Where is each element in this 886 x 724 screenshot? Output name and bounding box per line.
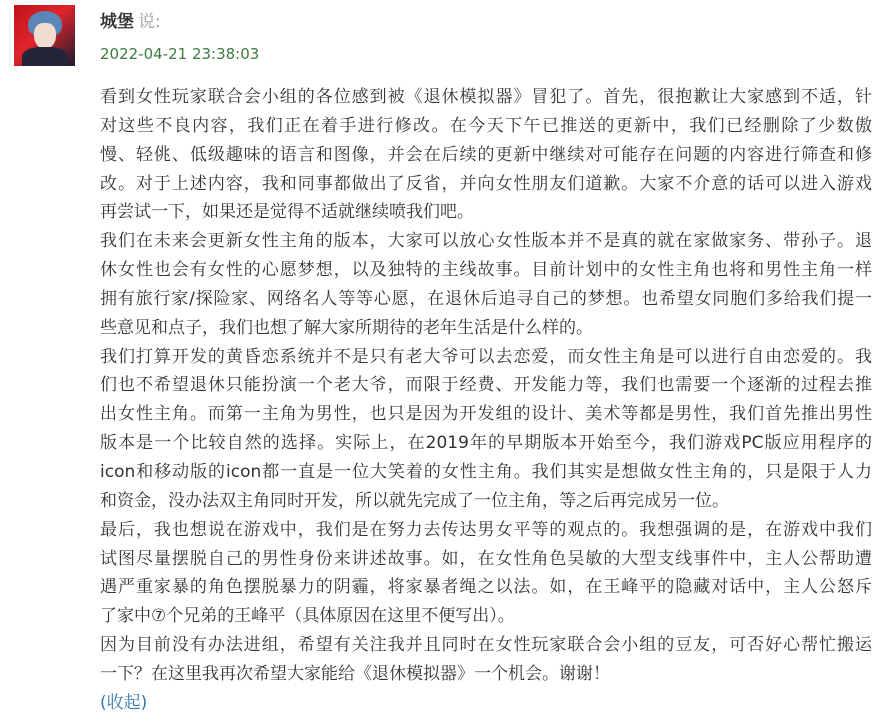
paragraph-line: 些意见和点子，我们也想了解大家所期待的老年生活是什么样的。	[100, 317, 593, 338]
avatar-face	[34, 23, 56, 49]
paragraph-line: 出女性主角。而第一主角为男性，也只是因为开发组的设计、美术等都是男性，我们首先推出男性	[100, 404, 872, 425]
comment-timestamp: 2022-04-21 23:38:03	[100, 45, 260, 63]
comment-header	[100, 7, 161, 32]
comment-paragraph	[100, 631, 872, 689]
comment-paragraph	[100, 343, 872, 516]
paragraph-line: 了家中⑦个兄弟的王峰平（具体原因在这里不便写出）。	[100, 606, 515, 627]
paragraph-line: 因为目前没有办法进组，希望有关注我并且同时在女性玩家联合会小组的豆友，可否好心帮忙搬运	[100, 635, 872, 656]
paragraph-line: 我们打算开发的黄昏恋系统并不是只有老大爷可以去恋爱，而女性主角是可以进行自由恋爱的。我	[100, 346, 872, 367]
paragraph-line: 和资金，没办法双主角同时开发，所以就先完成了一位主角，等之后再完成另一位。	[100, 490, 729, 511]
comment-paragraph	[100, 227, 872, 342]
paragraph-line: 拥有旅行家/探险家、网络名人等等心愿，在退休后追寻自己的梦想。也希望女同胞们多给我们提一	[100, 288, 872, 309]
paragraph-line: 慢、轻佻、低级趣味的语言和图像，并会在后续的更新中继续对可能存在问题的内容进行筛查和修	[100, 144, 872, 165]
paragraph-line: 们也不希望退休只能扮演一个老大爷，而限于经费、开发能力等，我们也需要一个逐渐的过程去推	[100, 375, 872, 396]
paragraph-line: 休女性也会有女性的心愿梦想，以及独特的主线故事。目前计划中的女性主角也将和男性主角一样	[100, 260, 872, 281]
paragraph-line: 遇严重家暴的角色摆脱暴力的阴霾，将家暴者绳之以法。如，在王峰平的隐藏对话中，主人公怒斥	[100, 577, 872, 598]
paragraph-line: 试图尽量摆脱自己的男性身份来讲述故事。如，在女性角色吴敏的大型支线事件中，主人公帮助遭	[100, 548, 872, 569]
collapse-link[interactable]: (收起)	[100, 692, 148, 713]
comment-paragraph	[100, 516, 872, 631]
paragraph-line: 对这些不良内容，我们正在着手进行修改。在今天下午已推送的更新中，我们已经删除了少数傲	[100, 115, 872, 136]
paragraph-line: 我们在未来会更新女性主角的版本，大家可以放心女性版本并不是真的就在家做家务、带孙子。退	[100, 231, 872, 252]
paragraph-line: icon和移动版的icon都一直是一位大笑着的女性主角。我们其实是想做女性主角的，只是限于人力	[100, 461, 872, 482]
avatar-body	[22, 47, 68, 66]
author-avatar[interactable]	[14, 5, 75, 66]
paragraph-line: 最后，我也想说在游戏中，我们是在努力去传达男女平等的观点的。我想强调的是，在游戏中我们	[100, 519, 872, 540]
comment-paragraph	[100, 83, 872, 227]
paragraph-line: 再尝试一下，如果还是觉得不适就继续喷我们吧。	[100, 202, 474, 223]
paragraph-line: 改。对于上述内容，我和同事都做出了反省，并向女性朋友们道歉。大家不介意的话可以进入游戏	[100, 173, 872, 194]
collapse-row	[100, 689, 872, 718]
comment-content	[100, 83, 872, 718]
paragraph-line: 看到女性玩家联合会小组的各位感到被《退休模拟器》冒犯了。首先，很抱歉让大家感到不适，针	[100, 87, 872, 107]
says-label: 说:	[138, 12, 161, 32]
author-name[interactable]: 城堡	[100, 12, 134, 32]
paragraph-line: 版本是一个比较自然的选择。实际上，在2019年的早期版本开始至今，我们游戏PC版应用程序的	[100, 433, 872, 454]
paragraph-line: 一下？在这里我再次希望大家能给《退休模拟器》一个机会。谢谢！	[100, 663, 610, 684]
